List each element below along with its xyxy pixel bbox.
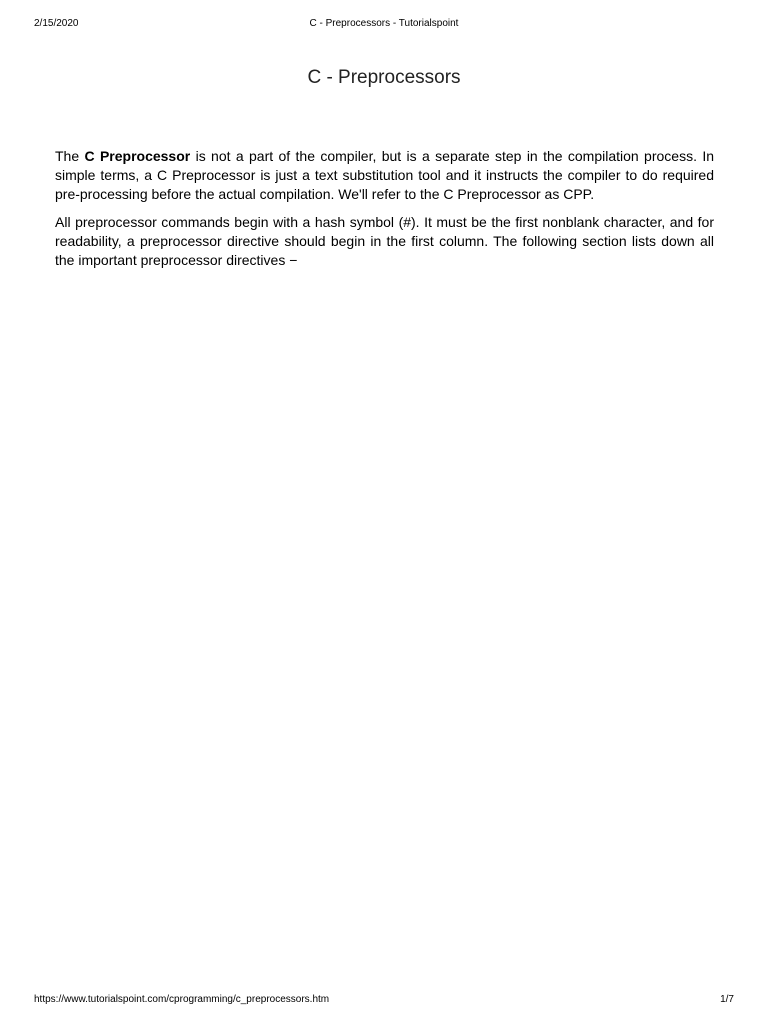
c-preprocessor-term: C Preprocessor	[84, 148, 191, 164]
print-footer-url: https://www.tutorialspoint.com/cprogramming/c_preprocessors.htm	[34, 994, 330, 1005]
article-content	[55, 147, 714, 279]
intro-paragraph-lead: The	[55, 148, 85, 164]
intro-paragraph-rest: is not a part of the compiler, but is a separate step in the compilation process. In simple terms, a C Preprocessor is just a text substitution tool and it instructs the compiler to do required pre-processing before the actual compilation. We'll refer to the C Preprocessor as CPP.	[55, 148, 715, 202]
print-header-date: 2/15/2020	[34, 18, 79, 29]
print-header-title: C - Preprocessors - Tutorialspoint	[309, 18, 459, 29]
intro-paragraph	[55, 147, 714, 204]
page-title: C - Preprocessors	[307, 67, 461, 88]
print-footer-page-number: 1/7	[720, 994, 734, 1005]
directives-paragraph: All preprocessor commands begin with a hash symbol (#). It must be the first nonblank character, and for readability, a preprocessor directive should begin in the first column. The following section lists down all the important preprocessor directives −	[55, 214, 714, 268]
